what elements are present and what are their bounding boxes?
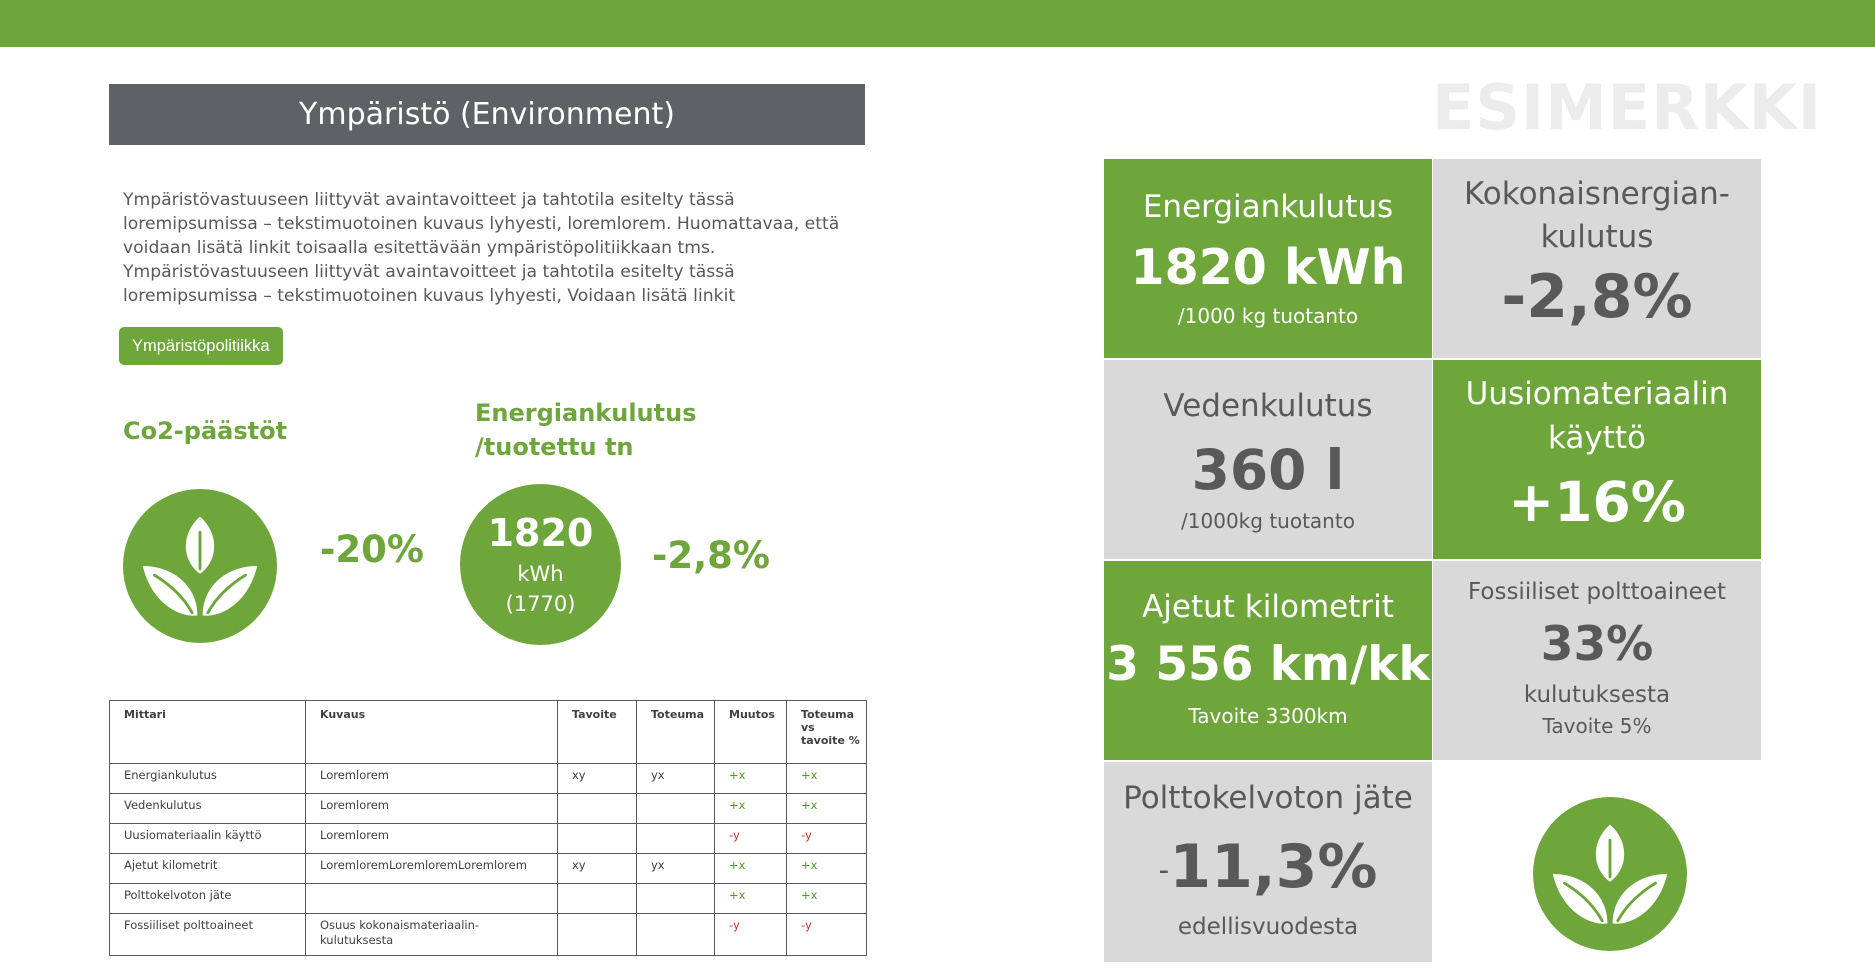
table-cell: yx (637, 854, 715, 884)
table-row (110, 914, 867, 956)
table-row (110, 884, 867, 914)
tile-subtitle: /1000kg tuotanto (1181, 509, 1355, 533)
tile-value: 3 556 km/kk (1106, 637, 1430, 692)
table-cell (637, 794, 715, 824)
table-cell: xy (558, 854, 637, 884)
top-accent-bar (0, 0, 1875, 47)
table-cell (306, 884, 558, 914)
table-cell: Fossiiliset polttoaineet (110, 914, 306, 956)
table-cell: +x (715, 794, 787, 824)
tile-subtitle: kulutuksesta (1523, 682, 1671, 708)
tile-subtitle: edellisvuodesta (1177, 914, 1359, 940)
table-header-row (110, 701, 867, 764)
table-cell: Loremlorem (306, 824, 558, 854)
table-cell: -y (715, 824, 787, 854)
table-cell (558, 824, 637, 854)
tile-water-consumption (1104, 360, 1432, 559)
tile-recycled-material (1433, 360, 1761, 559)
table-cell (558, 914, 637, 956)
table-row (110, 824, 867, 854)
table-header: Muutos (715, 701, 787, 764)
tile-subtitle-2: Tavoite 5% (1542, 714, 1652, 738)
table-cell: +x (787, 794, 867, 824)
table-header: Mittari (110, 701, 306, 764)
tile-title: Ajetut kilometrit (1142, 589, 1394, 625)
energy-kpi-circle-value: 1820 (487, 511, 594, 555)
tile-title-line1: Uusiomateriaalin (1465, 376, 1729, 412)
tile-title: Energiankulutus (1142, 189, 1394, 225)
tile-fossil-fuels (1433, 561, 1761, 760)
tile-title: Vedenkulutus (1163, 388, 1373, 424)
table-cell: Ajetut kilometrit (110, 854, 306, 884)
table-cell: +x (715, 764, 787, 794)
tile-subtitle: /1000 kg tuotanto (1177, 304, 1359, 328)
table-cell (637, 884, 715, 914)
tile-value-prefix: - (1158, 852, 1170, 888)
tile-value: 33% (1540, 617, 1654, 672)
tile-value: 1820 kWh (1130, 239, 1406, 296)
table-header: Tavoite (558, 701, 637, 764)
table-cell (558, 884, 637, 914)
table-cell: Energiankulutus (110, 764, 306, 794)
table-cell: Polttokelvoton jäte (110, 884, 306, 914)
tile-energy-consumption (1104, 159, 1432, 358)
tile-value: -2,8% (1501, 262, 1693, 332)
table-cell: +x (787, 854, 867, 884)
energy-kpi-title-line1: Energiankulutus (475, 399, 697, 427)
table-cell: Loremlorem (306, 794, 558, 824)
table-cell: Loremlorem (306, 764, 558, 794)
table-cell (558, 794, 637, 824)
table-cell: xy (558, 764, 637, 794)
intro-paragraph: Ympäristövastuuseen liittyvät avaintavoitteet ja tahtotila esitelty tässä loremipsumissa – tekstimuotoinen kuvaus lyhyesti, loremlorem. Huomattavaa, että voidaan lisätä linkit toisaalla esitettävään ympäristöpolitiikkaan tms. Ympäristövastuuseen liittyvät avaintavoitteet ja tahtotila esitelty tässä loremipsumissa – tekstimuotoinen kuvaus lyhyesti, Voidaan lisätä linkit (123, 190, 840, 306)
tile-value-wrap (1104, 832, 1432, 902)
table-cell: -y (787, 824, 867, 854)
table-cell: Osuus kokonaismateriaalin-kulutuksesta (306, 914, 558, 956)
leaf-icon (1545, 809, 1675, 939)
table-header: Toteuma vs tavoite % (787, 701, 867, 764)
table-cell: LoremloremLoremloremLoremlorem (306, 854, 558, 884)
tile-value: +16% (1508, 470, 1686, 534)
table-cell: +x (787, 884, 867, 914)
table-cell (637, 824, 715, 854)
table-cell (637, 914, 715, 956)
co2-title: Co2-päästöt (123, 417, 288, 445)
tile-kilometers-driven (1104, 561, 1432, 760)
table-header: Kuvaus (306, 701, 558, 764)
tile-value: 360 l (1191, 438, 1345, 502)
table-cell: +x (715, 884, 787, 914)
table-cell: +x (715, 854, 787, 884)
co2-change-value: -20% (320, 528, 424, 571)
energy-kpi-circle-prev: (1770) (505, 592, 576, 616)
table-cell: Vedenkulutus (110, 794, 306, 824)
energy-kpi-circle-unit: kWh (517, 562, 564, 586)
tile-value: 11,3% (1169, 832, 1378, 902)
environmental-policy-button[interactable]: Ympäristöpolitiikka (119, 327, 283, 365)
metrics-table (109, 700, 867, 956)
table-row (110, 764, 867, 794)
table-header: Toteuma (637, 701, 715, 764)
page-title: Ympäristö (Environment) (109, 84, 865, 145)
tile-title-line1: Kokonaisnergian- (1463, 176, 1730, 212)
table-row (110, 794, 867, 824)
table-row (110, 854, 867, 884)
energy-kpi-change-value: -2,8% (652, 534, 770, 577)
table-cell: -y (787, 914, 867, 956)
tile-subtitle: Tavoite 3300km (1188, 704, 1348, 728)
tile-title: Polttokelvoton jäte (1123, 780, 1413, 816)
leaf-circle-right (1533, 797, 1687, 951)
tile-title: Fossiiliset polttoaineet (1467, 579, 1727, 605)
tile-title-line2: kulutus (1540, 219, 1654, 255)
table-cell: -y (715, 914, 787, 956)
energy-kpi-title-line2: /tuotettu tn (475, 433, 634, 461)
tile-title-line2: käyttö (1547, 420, 1647, 456)
tile-non-combustible-waste (1104, 762, 1432, 962)
tile-total-energy (1433, 159, 1761, 358)
table-cell: Uusiomateriaalin käyttö (110, 824, 306, 854)
example-watermark: ESIMERKKI (1432, 71, 1823, 144)
leaf-icon (135, 501, 265, 631)
co2-leaf-circle (123, 489, 277, 643)
table-cell: +x (787, 764, 867, 794)
table-cell: yx (637, 764, 715, 794)
